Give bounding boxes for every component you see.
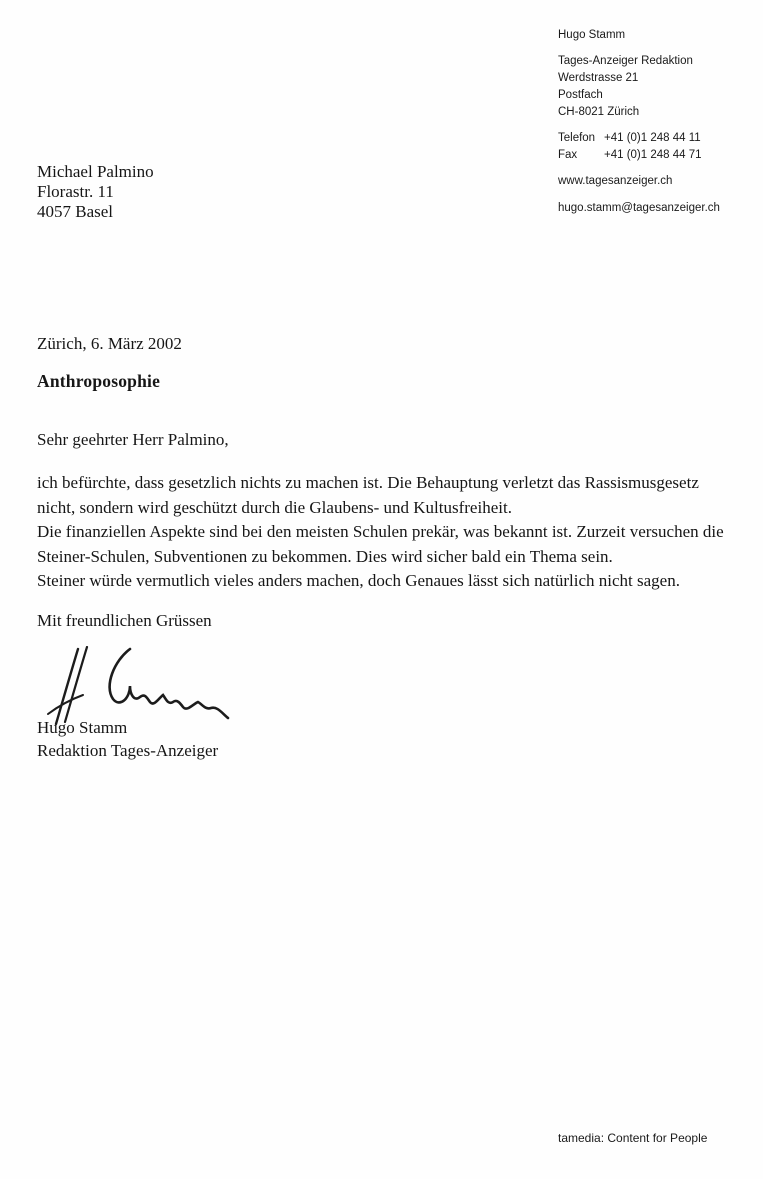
letterhead-website: www.tagesanzeiger.ch <box>558 175 673 187</box>
letterhead <box>558 27 748 217</box>
fax-row <box>558 147 748 164</box>
body-paragraph-1: ich befürchte, dass gesetzlich nichts zu machen ist. Die Behauptung verletzt das Rassismusgesetz nicht, sondern wird geschützt durch die Glaubens- und Kultusfreiheit. <box>37 473 699 517</box>
recipient-address <box>37 162 154 222</box>
signer-block <box>37 716 218 762</box>
salutation: Sehr geehrter Herr Palmino, <box>37 430 229 449</box>
letter-body <box>37 471 737 594</box>
signer-title: Redaktion Tages-Anzeiger <box>37 741 219 760</box>
letterhead-contact <box>558 130 748 164</box>
recipient-street: Florastr. 11 <box>37 182 114 201</box>
signer-name: Hugo Stamm <box>37 718 128 737</box>
subject-line: Anthroposophie <box>37 371 161 391</box>
phone-number: +41 (0)1 248 44 11 <box>604 132 701 144</box>
phone-label: Telefon <box>558 132 596 144</box>
letterhead-city: CH-8021 Zürich <box>558 106 640 118</box>
recipient-name: Michael Palmino <box>37 162 154 181</box>
letterhead-sender-name: Hugo Stamm <box>558 29 626 41</box>
body-paragraph-3: Steiner würde vermutlich vieles anders machen, doch Genaues lässt sich natürlich nicht sagen. <box>37 571 680 590</box>
phone-row <box>558 130 748 147</box>
letterhead-org: Tages-Anzeiger Redaktion <box>558 55 693 67</box>
body-paragraph-2: Die finanziellen Aspekte sind bei den meisten Schulen prekär, was bekannt ist. Zurzeit versuchen die Steiner-Schulen, Subventionen zu bekommen. Dies wird sicher bald ein Thema sein. <box>37 522 724 566</box>
recipient-city: 4057 Basel <box>37 202 114 221</box>
fax-label: Fax <box>558 149 578 161</box>
date-line: Zürich, 6. März 2002 <box>37 334 182 353</box>
letterhead-pobox: Postfach <box>558 89 603 101</box>
footer-tagline: tamedia: Content for People <box>558 1131 708 1145</box>
letterhead-address <box>558 53 748 121</box>
closing-phrase: Mit freundlichen Grüssen <box>37 611 212 630</box>
letterhead-street: Werdstrasse 21 <box>558 72 639 84</box>
letterhead-email: hugo.stamm@tagesanzeiger.ch <box>558 202 720 214</box>
fax-number: +41 (0)1 248 44 71 <box>604 149 702 161</box>
